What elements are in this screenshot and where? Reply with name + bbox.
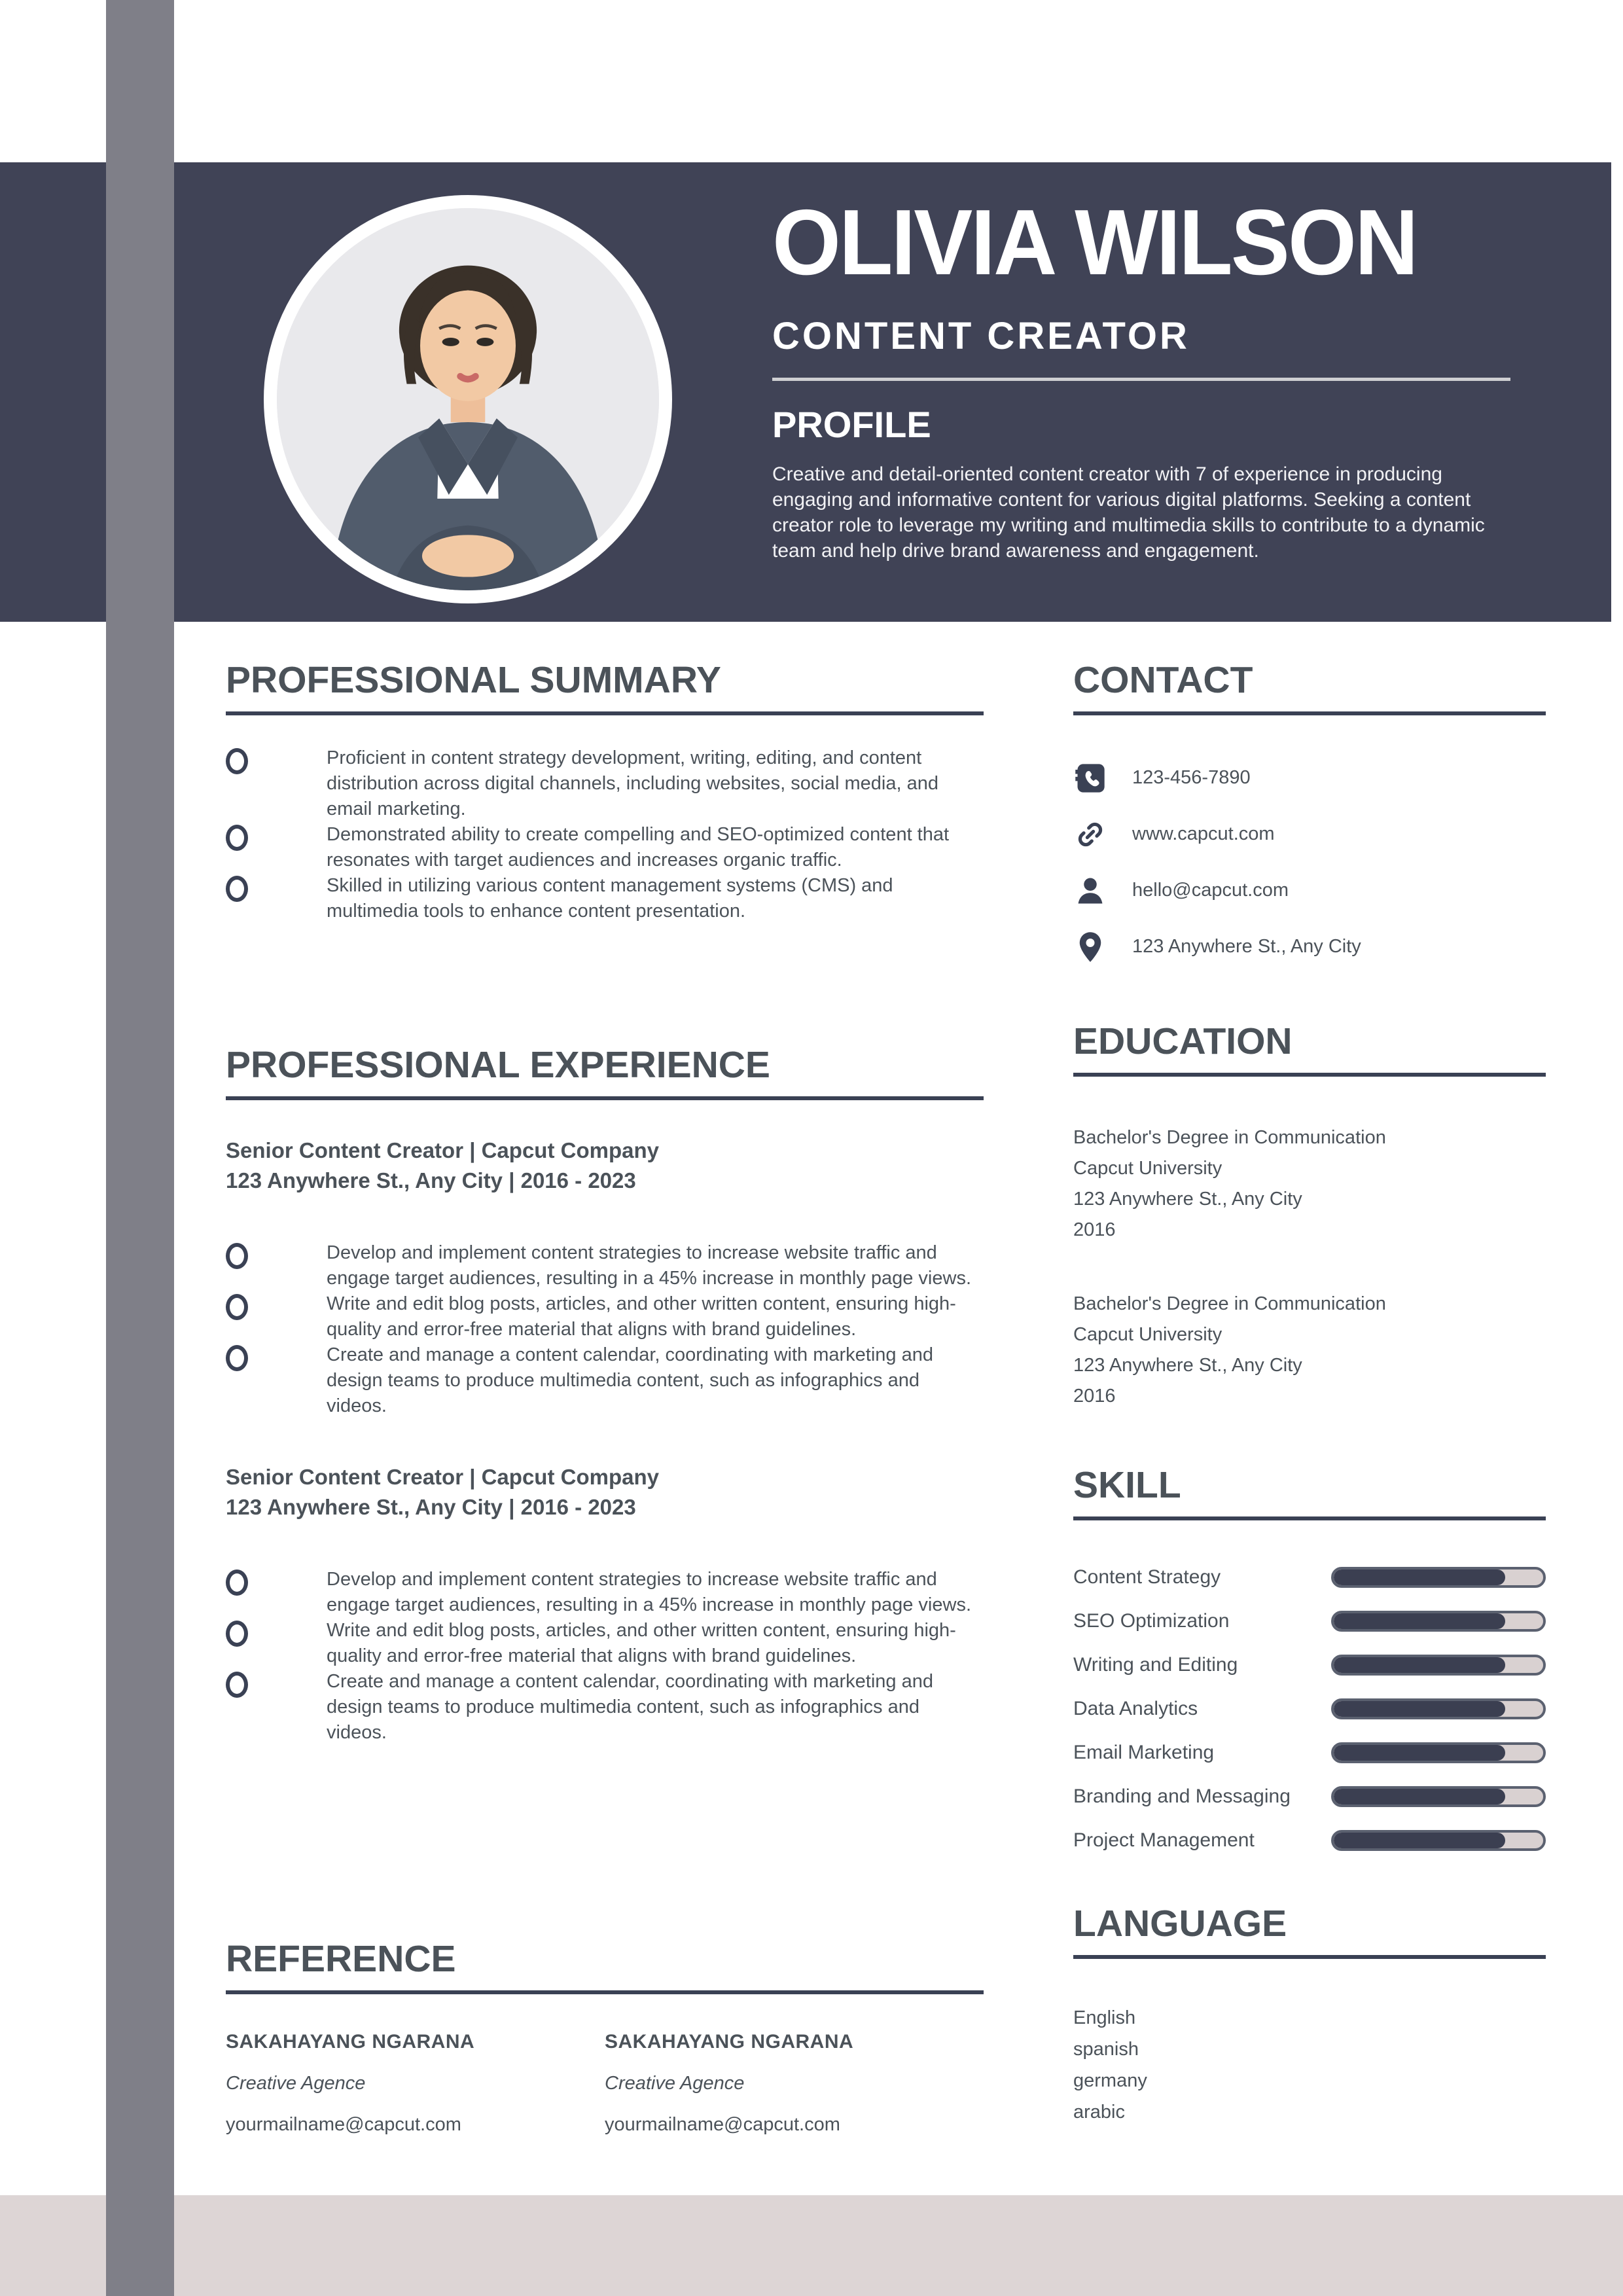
skill-bar-fill <box>1334 1789 1505 1804</box>
section-underline <box>226 711 984 715</box>
skill-row <box>1073 1775 1546 1819</box>
section-skill <box>1073 1465 1546 1863</box>
bullet-text: Develop and implement content strategies to increase website traffic and engage target audiences, resulting in a 45% increase in monthly page views. <box>327 1568 971 1615</box>
bullet-text: Write and edit blog posts, articles, and other written content, ensuring high-quality and error-free material that aligns with brand guidelines. <box>327 1619 956 1666</box>
list-item <box>226 1342 984 1419</box>
list-item <box>226 1291 984 1342</box>
list-item <box>226 1618 984 1669</box>
location-icon <box>1073 930 1107 964</box>
skill-bar-fill <box>1334 1570 1505 1585</box>
section-education <box>1073 1021 1546 1412</box>
section-professional-experience <box>226 1045 984 1746</box>
bullet-text: Create and manage a content calendar, coordinating with marketing and design teams to produce multimedia content, such as infographics and videos. <box>327 1670 933 1743</box>
section-heading: LANGUAGE <box>1073 1903 1287 1945</box>
contact-address: 123 Anywhere St., Any City <box>1132 936 1361 958</box>
education-entry <box>1073 1122 1546 1246</box>
skill-label: Branding and Messaging <box>1073 1785 1291 1808</box>
list-item <box>226 1567 984 1618</box>
education-address: 123 Anywhere St., Any City <box>1073 1354 1302 1376</box>
section-contact <box>1073 660 1546 964</box>
section-reference <box>226 1939 984 2136</box>
reference-email: yourmailname@capcut.com <box>605 2113 840 2135</box>
summary-bullet-list <box>226 745 984 924</box>
skill-bar <box>1331 1655 1546 1676</box>
reference-entry <box>605 2031 984 2136</box>
contact-email: hello@capcut.com <box>1132 880 1289 901</box>
section-heading: SKILL <box>1073 1464 1181 1506</box>
job-title-line: Senior Content Creator | Capcut Company <box>226 1464 659 1489</box>
bullet-ring-icon <box>226 1294 248 1320</box>
education-degree: Bachelor's Degree in Communication <box>1073 1293 1386 1314</box>
skill-label: SEO Optimization <box>1073 1610 1230 1632</box>
section-heading: EDUCATION <box>1073 1020 1293 1062</box>
section-underline <box>1073 1073 1546 1077</box>
contact-website: www.capcut.com <box>1132 823 1275 845</box>
list-item <box>226 1240 984 1291</box>
section-professional-summary <box>226 660 984 924</box>
vertical-accent-bar <box>106 0 174 2296</box>
skill-row <box>1073 1819 1546 1863</box>
reference-company: Creative Agence <box>226 2072 366 2094</box>
experience-job <box>226 1462 984 1746</box>
section-language <box>1073 1903 1546 2128</box>
reference-company: Creative Agence <box>605 2072 745 2094</box>
contact-row-email <box>1073 874 1546 908</box>
skill-bar-fill <box>1334 1701 1505 1717</box>
job-bullet-list <box>226 1567 984 1746</box>
person-name: OLIVIA WILSON <box>772 190 1417 295</box>
reference-name: SAKAHAYANG NGARANA <box>226 2030 475 2053</box>
skill-bar <box>1331 1786 1546 1807</box>
person-job-title: CONTENT CREATOR <box>772 315 1190 357</box>
bullet-text: Write and edit blog posts, articles, and other written content, ensuring high-quality and error-free material that aligns with brand guidelines. <box>327 1293 956 1340</box>
list-item <box>226 1669 984 1746</box>
skill-row <box>1073 1687 1546 1731</box>
education-year: 2016 <box>1073 1219 1116 1240</box>
bullet-text: Skilled in utilizing various content management systems (CMS) and multimedia tools to enhance content presentation. <box>327 874 893 922</box>
section-underline <box>226 1096 984 1100</box>
education-address: 123 Anywhere St., Any City <box>1073 1188 1302 1210</box>
language-item: arabic <box>1073 2101 1125 2123</box>
section-heading: PROFESSIONAL SUMMARY <box>226 659 721 701</box>
portrait-illustration <box>277 208 659 590</box>
bullet-ring-icon <box>226 748 248 774</box>
skill-bar <box>1331 1830 1546 1851</box>
list-item <box>226 873 984 924</box>
profile-text: Creative and detail-oriented content creator with 7 of experience in producing engaging and informative content for various digital platforms. Seeking a content creator role to leverage my writing and multimedia skills to contribute to a dynamic team and help drive brand awareness and engagement. <box>772 463 1485 562</box>
skill-bar-fill <box>1334 1657 1505 1673</box>
reference-email: yourmailname@capcut.com <box>226 2113 461 2135</box>
reference-entry <box>226 2031 605 2136</box>
job-meta-line: 123 Anywhere St., Any City | 2016 - 2023 <box>226 1168 636 1193</box>
section-heading: CONTACT <box>1073 659 1253 701</box>
contact-row-website <box>1073 817 1546 852</box>
education-entry <box>1073 1289 1546 1412</box>
link-icon <box>1073 817 1107 852</box>
bullet-ring-icon <box>226 1345 248 1371</box>
bullet-ring-icon <box>226 1570 248 1596</box>
skill-bar <box>1331 1567 1546 1588</box>
skill-bar-fill <box>1334 1613 1505 1629</box>
section-underline <box>1073 711 1546 715</box>
bullet-text: Proficient in content strategy development, writing, editing, and content distribution across digital channels, including websites, social media, and email marketing. <box>327 747 938 819</box>
job-title-line: Senior Content Creator | Capcut Company <box>226 1138 659 1162</box>
skill-label: Content Strategy <box>1073 1566 1221 1588</box>
bullet-text: Demonstrated ability to create compelling and SEO-optimized content that resonates with target audiences and increases organic traffic. <box>327 823 950 870</box>
header <box>772 190 1531 564</box>
skill-row <box>1073 1600 1546 1643</box>
skill-rows <box>1073 1556 1546 1863</box>
education-year: 2016 <box>1073 1385 1116 1407</box>
language-item: spanish <box>1073 2038 1139 2060</box>
contact-rows <box>1073 761 1546 964</box>
experience-job <box>226 1136 984 1419</box>
language-list <box>1073 2002 1546 2128</box>
skill-row <box>1073 1643 1546 1687</box>
phone-icon <box>1073 761 1107 795</box>
list-item <box>226 745 984 822</box>
section-underline <box>1073 1955 1546 1959</box>
bullet-ring-icon <box>226 825 248 851</box>
skill-bar-fill <box>1334 1833 1505 1848</box>
bullet-ring-icon <box>226 1243 248 1269</box>
profile-photo <box>264 195 672 603</box>
section-underline <box>226 1990 984 1994</box>
reference-entries <box>226 2031 984 2136</box>
skill-bar <box>1331 1698 1546 1719</box>
skill-bar <box>1331 1611 1546 1632</box>
reference-name: SAKAHAYANG NGARANA <box>605 2030 854 2053</box>
skill-label: Data Analytics <box>1073 1698 1198 1720</box>
contact-row-address <box>1073 930 1546 964</box>
bullet-ring-icon <box>226 1672 248 1698</box>
skill-bar <box>1331 1742 1546 1763</box>
person-icon <box>1073 874 1107 908</box>
education-degree: Bachelor's Degree in Communication <box>1073 1126 1386 1148</box>
skill-label: Email Marketing <box>1073 1742 1215 1764</box>
skill-label: Project Management <box>1073 1829 1255 1852</box>
profile-heading: PROFILE <box>772 404 931 445</box>
bullet-text: Create and manage a content calendar, coordinating with marketing and design teams to produce multimedia content, such as infographics and videos. <box>327 1344 933 1416</box>
job-bullet-list <box>226 1240 984 1419</box>
list-item <box>226 822 984 873</box>
bullet-text: Develop and implement content strategies to increase website traffic and engage target audiences, resulting in a 45% increase in monthly page views. <box>327 1242 971 1289</box>
footer-band <box>0 2195 1623 2296</box>
header-divider <box>772 378 1510 381</box>
education-school: Capcut University <box>1073 1323 1222 1345</box>
section-heading: REFERENCE <box>226 1938 456 1980</box>
bullet-ring-icon <box>226 1621 248 1647</box>
language-item: germany <box>1073 2070 1147 2091</box>
contact-row-phone <box>1073 761 1546 795</box>
skill-label: Writing and Editing <box>1073 1654 1238 1676</box>
section-underline <box>1073 1516 1546 1520</box>
job-meta-line: 123 Anywhere St., Any City | 2016 - 2023 <box>226 1494 636 1519</box>
language-item: English <box>1073 2007 1136 2028</box>
education-school: Capcut University <box>1073 1157 1222 1179</box>
section-heading: PROFESSIONAL EXPERIENCE <box>226 1044 770 1086</box>
contact-phone: 123-456-7890 <box>1132 767 1251 789</box>
skill-row <box>1073 1556 1546 1600</box>
skill-row <box>1073 1731 1546 1775</box>
bullet-ring-icon <box>226 876 248 902</box>
skill-bar-fill <box>1334 1745 1505 1761</box>
